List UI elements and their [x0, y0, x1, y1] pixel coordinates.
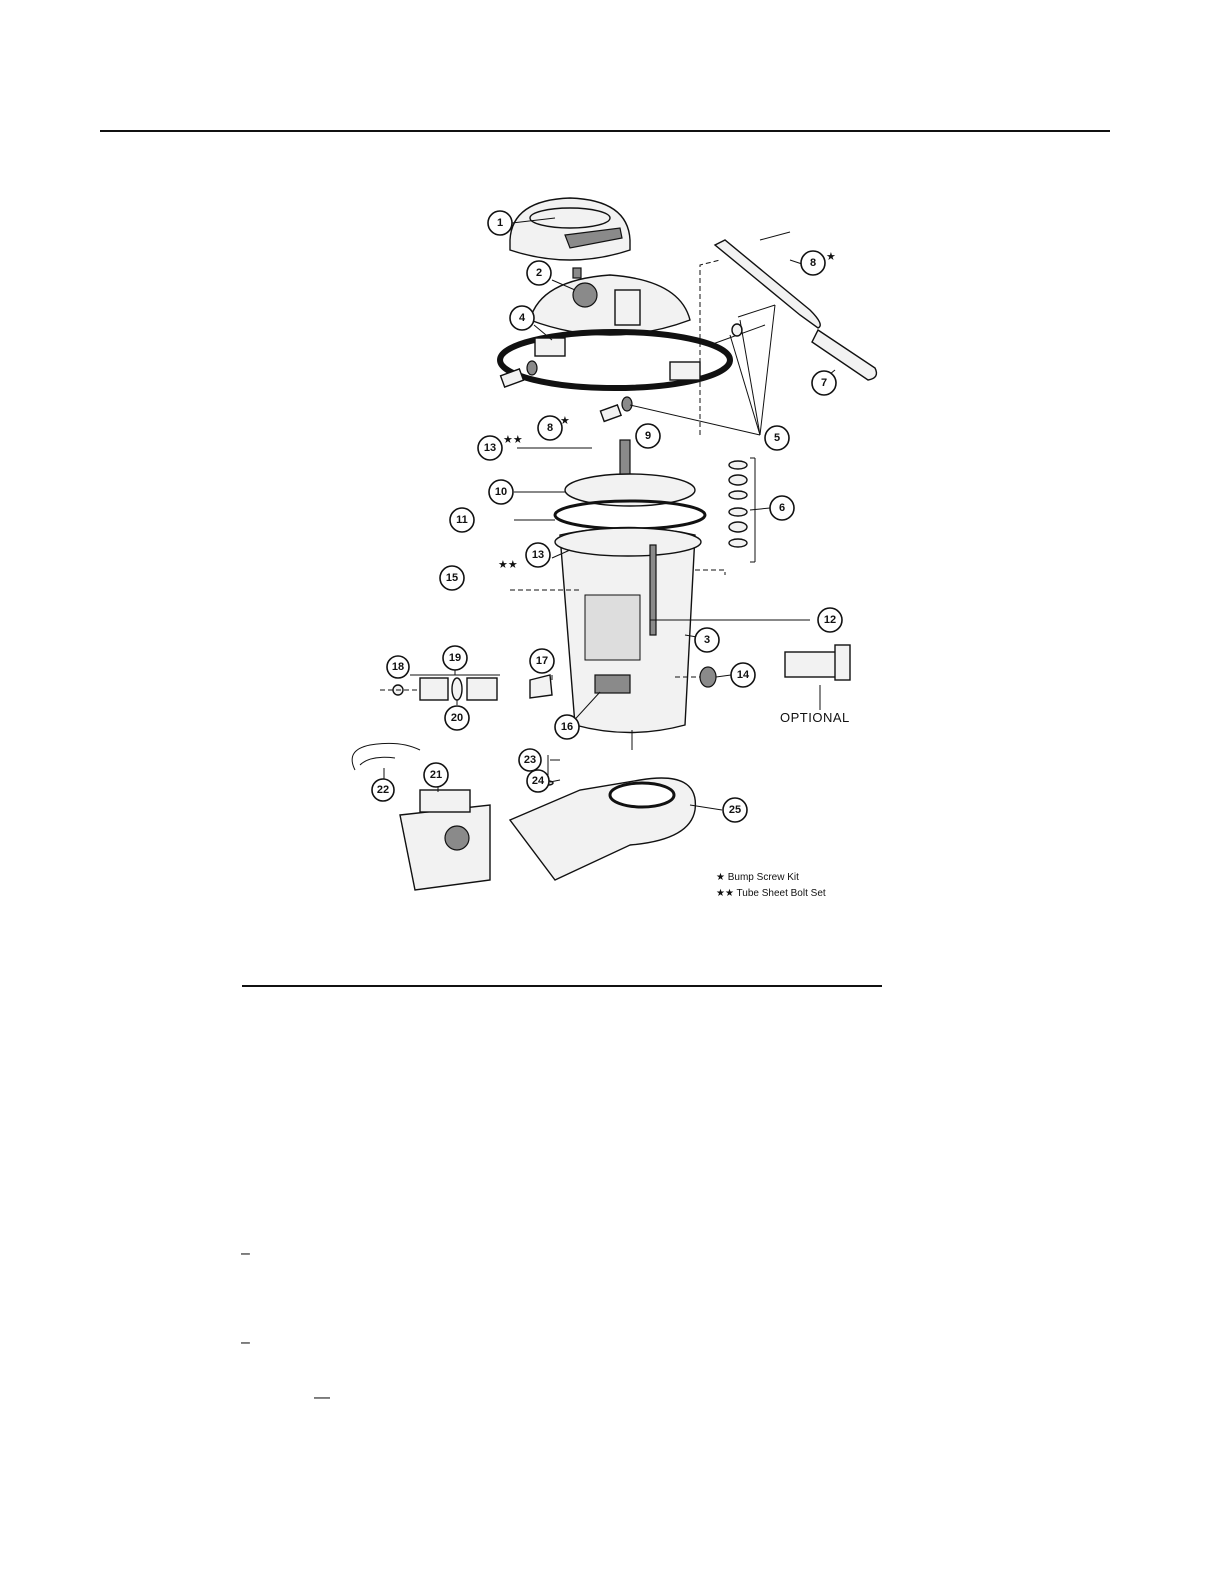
svg-text:16: 16 — [560, 721, 574, 733]
callout-8-mid — [538, 416, 562, 440]
callout-1 — [488, 211, 512, 235]
svg-text:13: 13 — [531, 549, 545, 561]
dash-mark: — — [314, 1389, 330, 1406]
callout-22 — [372, 779, 394, 801]
callout-11 — [450, 508, 474, 532]
part-washers — [729, 461, 747, 547]
part-clamp-ring — [500, 332, 730, 388]
svg-text:4: 4 — [518, 312, 526, 324]
legend-tube-sheet-bolt-set: ★★ Tube Sheet Bolt Set — [716, 888, 826, 899]
svg-text:5: 5 — [773, 432, 781, 444]
svg-text:1: 1 — [496, 217, 504, 229]
svg-text:14: 14 — [736, 669, 750, 681]
callout-6 — [770, 496, 794, 520]
double-star-marker: ★★ — [503, 433, 523, 446]
callout-3 — [695, 628, 719, 652]
part-pump — [400, 790, 490, 890]
callout-19 — [443, 646, 467, 670]
part-optional-valve — [785, 645, 850, 680]
callout-12 — [818, 608, 842, 632]
svg-text:7: 7 — [820, 377, 828, 389]
star-marker: ★ — [560, 414, 570, 427]
callout-5 — [765, 426, 789, 450]
svg-text:11: 11 — [456, 514, 468, 526]
part-lid — [530, 268, 690, 335]
dash-mark: – — [241, 1334, 250, 1351]
callout-23 — [519, 749, 541, 771]
callout-14 — [731, 663, 755, 687]
svg-text:9: 9 — [644, 430, 652, 442]
callout-16 — [555, 715, 579, 739]
svg-text:3: 3 — [703, 634, 711, 646]
dash-mark: – — [241, 1245, 250, 1262]
callout-10 — [489, 480, 513, 504]
svg-text:13: 13 — [483, 442, 497, 454]
svg-text:2: 2 — [535, 267, 543, 279]
part-tube-sheet — [555, 440, 705, 529]
svg-text:19: 19 — [448, 652, 462, 664]
svg-text:17: 17 — [535, 655, 549, 667]
svg-text:18: 18 — [391, 661, 405, 673]
section-rule — [242, 985, 882, 987]
svg-text:15: 15 — [445, 572, 459, 584]
svg-text:10: 10 — [494, 486, 508, 498]
svg-text:25: 25 — [728, 804, 742, 816]
top-rule — [100, 130, 1110, 132]
callout-24 — [527, 770, 549, 792]
callout-18 — [387, 656, 409, 678]
svg-text:8: 8 — [546, 422, 554, 434]
exploded-parts-diagram — [330, 190, 890, 910]
legend-bump-screw-kit: ★ Bump Screw Kit — [716, 872, 799, 883]
callout-13-top — [478, 436, 502, 460]
callout-25 — [723, 798, 747, 822]
svg-text:12: 12 — [823, 614, 837, 626]
callout-7 — [812, 371, 836, 395]
callout-2 — [527, 261, 551, 285]
svg-text:24: 24 — [531, 775, 545, 787]
double-star-marker: ★★ — [498, 558, 518, 571]
callout-20 — [445, 706, 469, 730]
part-cord — [352, 743, 420, 770]
svg-text:21: 21 — [429, 769, 443, 781]
part-tank — [555, 528, 701, 733]
callout-17 — [530, 649, 554, 673]
callout-21 — [424, 763, 448, 787]
part-drain-plug — [700, 667, 716, 687]
svg-text:20: 20 — [450, 712, 464, 724]
svg-text:23: 23 — [523, 754, 537, 766]
part-fittings — [393, 675, 552, 700]
part-handle — [715, 232, 876, 380]
star-marker: ★ — [826, 250, 836, 263]
callout-13-mid — [526, 543, 550, 567]
part-cover — [510, 198, 630, 260]
svg-text:6: 6 — [778, 502, 786, 514]
optional-label: OPTIONAL — [780, 710, 850, 725]
callout-4 — [510, 306, 534, 330]
svg-text:8: 8 — [809, 257, 817, 269]
callout-8-top — [801, 251, 825, 275]
callout-9 — [636, 424, 660, 448]
svg-text:22: 22 — [376, 784, 390, 796]
callout-15 — [440, 566, 464, 590]
